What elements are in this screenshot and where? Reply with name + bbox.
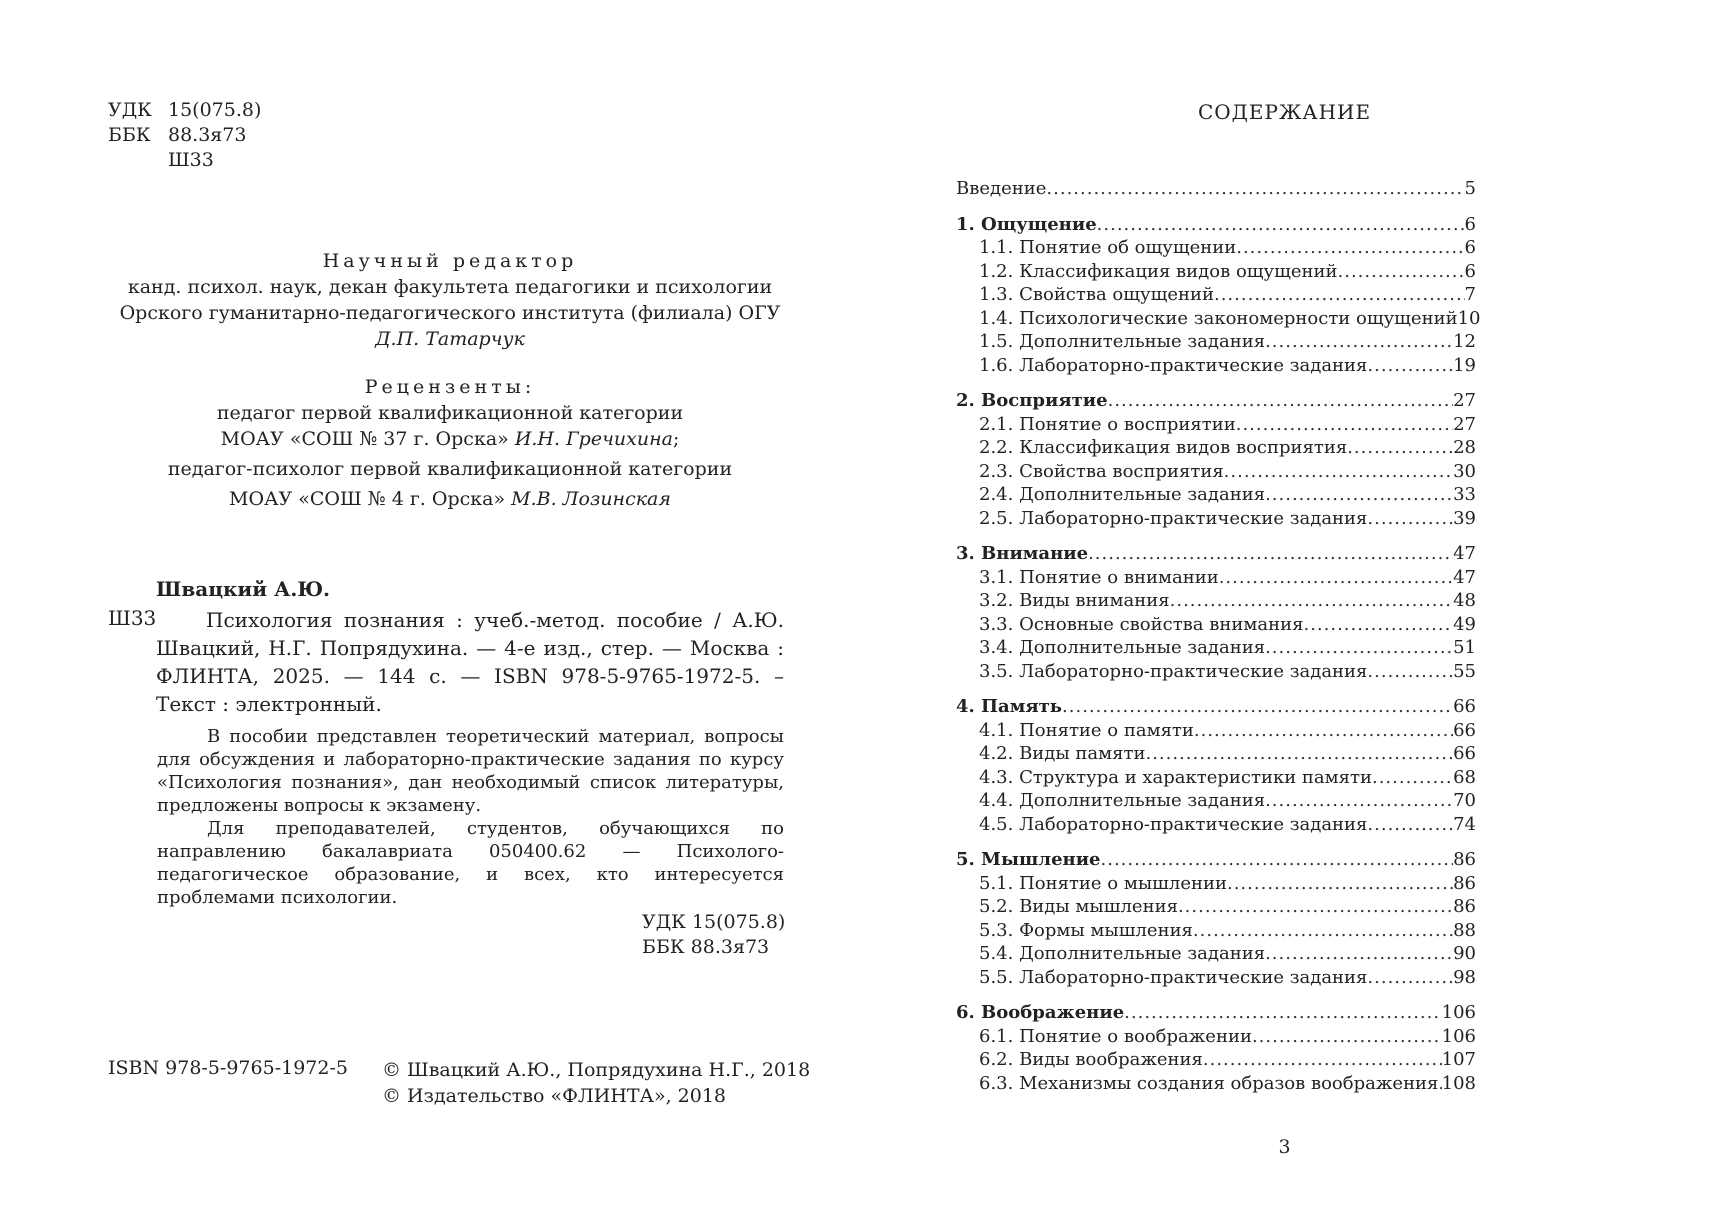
toc-section [956,766,1476,790]
toc-entry-title: 1.1. Понятие об ощущении [979,237,1237,258]
classification-block [108,98,261,173]
reviewers-heading: Рецензенты: [364,376,536,398]
toc-entry-page: 68 [1453,766,1476,788]
toc-leader [1046,177,1464,201]
table-of-contents [956,177,1481,1095]
toc-intro [956,177,1476,201]
page-number: 3 [1278,1136,1291,1158]
toc-entry-title: 5.1. Понятие о мышлении [979,872,1227,894]
toc-entry-page: 6 [1464,237,1476,258]
toc-entry-page: 39 [1453,507,1476,529]
toc-entry-title: 5.3. Формы мышления [979,919,1193,941]
toc-entry-page: 6 [1464,260,1476,282]
reviewer1-name: И.Н. Гречихина [514,428,673,450]
toc-entry-page: 86 [1453,849,1476,870]
author-mark-row [108,148,261,173]
toc-section [956,966,1476,990]
toc-section [956,354,1476,378]
toc-section [956,436,1476,460]
toc-leader [1367,813,1453,837]
toc-entry-page: 30 [1453,460,1476,482]
toc-entry-page: 66 [1453,743,1476,764]
toc-title: СОДЕРЖАНИЕ [1197,100,1372,124]
annotation [157,725,784,909]
toc-entry-page: 7 [1464,284,1476,305]
toc-entry-page: 90 [1453,943,1476,964]
toc-leader [1338,260,1465,284]
toc-section [956,1072,1476,1096]
toc-entry-title: 2.5. Лабораторно-практические задания [979,507,1368,529]
toc-entry-page: 106 [1441,1002,1476,1023]
toc-section [956,307,1481,331]
toc-entry-title: 4. Память [956,696,1063,717]
toc-entry-title: Введение [956,178,1047,199]
toc-entry-page: 70 [1453,790,1476,811]
toc-entry-page: 86 [1453,896,1476,917]
toc-section [956,589,1476,613]
toc-section [956,460,1476,484]
toc-leader [1265,789,1453,813]
toc-leader [1178,895,1453,919]
toc-chapter [956,213,1476,237]
toc-entry-page: 28 [1453,437,1476,458]
isbn: ISBN 978-5-9765-1972-5 [108,1057,348,1079]
toc-leader [1265,636,1453,660]
toc-section [956,742,1476,766]
toc-entry-page: 27 [1453,390,1476,411]
toc-entry-title: 1.3. Свойства ощущений [979,284,1214,305]
reviewer2-org: МОАУ «СОШ № 4 г. Орска» [229,488,506,510]
udk-value: 15(075.8) [168,99,262,121]
toc-entry-page: 49 [1453,613,1476,635]
toc-section [956,919,1476,943]
toc-leader [1265,330,1453,354]
toc-section [956,813,1476,837]
toc-entry-page: 106 [1441,1025,1476,1047]
toc-leader [1252,1025,1442,1049]
toc-entry-page: 55 [1453,660,1476,682]
toc-leader [1367,966,1453,990]
toc-entry-title: 2.1. Понятие о восприятии [979,413,1236,435]
toc-entry-title: 5.5. Лабораторно-практические задания [979,966,1368,988]
toc-section [956,260,1476,284]
toc-entry-title: 3.5. Лабораторно-практические задания [979,660,1368,682]
bbk-row [108,123,261,148]
bbk-bottom: ББК 88.3я73 [642,936,770,958]
toc-entry-page: 5 [1464,178,1476,199]
toc-entry-page: 19 [1453,354,1476,376]
reviewer1-position: педагог первой квалификационной категории [216,402,684,424]
toc-leader [1367,507,1453,531]
toc-section [956,613,1476,637]
toc-section [956,236,1476,260]
toc-entry-title: 5.4. Дополнительные задания [979,943,1266,964]
toc-section [956,789,1476,813]
author-mark-label [108,148,168,173]
toc-entry-title: 3.4. Дополнительные задания [979,637,1266,658]
toc-entry-title: 3.1. Понятие о внимании [979,566,1219,588]
toc-entry-title: 2. Восприятие [956,390,1108,411]
editor-block [100,248,800,512]
left-page [0,0,856,1211]
toc-entry-title: 3. Внимание [956,543,1089,564]
toc-entry-title: 6. Воображение [956,1002,1125,1023]
toc-entry-page: 6 [1464,213,1476,235]
toc-entry-page: 98 [1453,966,1476,988]
udk-label: УДК [108,99,152,121]
toc-entry-title: 2.3. Свойства восприятия [979,460,1224,482]
toc-section [956,566,1476,590]
toc-leader [1367,660,1453,684]
toc-entry-title: 2.2. Классификация видов восприятия [979,437,1348,458]
toc-leader [1194,719,1453,743]
toc-entry-title: 4.4. Дополнительные задания [979,790,1266,811]
toc-entry-page: 48 [1453,590,1476,611]
reviewer2-line [100,486,800,512]
toc-chapter [956,542,1476,566]
toc-chapter [956,1001,1476,1025]
toc-chapter [956,695,1476,719]
toc-entry-page: 88 [1453,919,1476,941]
toc-entry-title: 1.4. Психологические закономерности ощущений [979,307,1458,329]
toc-section [956,719,1476,743]
toc-leader [1145,742,1453,766]
author-mark-value: Ш33 [168,149,214,171]
toc-entry-title: 1.6. Лабораторно-практические задания [979,354,1368,376]
toc-section [956,1025,1476,1049]
toc-section [956,636,1476,660]
toc-entry-title: 1. Ощущение [956,213,1097,235]
toc-entry-title: 3.2. Виды внимания [979,590,1170,611]
toc-entry-page: 86 [1453,872,1476,894]
toc-section [956,872,1476,896]
bbk-value: 88.3я73 [168,124,247,146]
annotation-paragraph-1: В пособии представлен теоретический материал, вопросы для обсуждения и лабораторно-практические задания по курсу «Психология познания», дан необходимый список литературы, предложены вопросы к экзамену. [157,726,784,816]
editor-line2: Орского гуманитарно-педагогического института (филиала) ОГУ [119,302,781,324]
toc-entry-page: 66 [1453,696,1476,717]
toc-section [956,413,1476,437]
toc-entry-page: 66 [1453,719,1476,741]
toc-entry-title: 1.5. Дополнительные задания [979,331,1266,352]
biblio-entry: Психология познания : учеб.-метод. пособие / А.Ю. Швацкий, Н.Г. Попрядухина. — 4-е изд., стер. — Москва : ФЛИНТА, 2025. — 144 с. — ISBN 978-5-9765-1972-5. – Текст : электронный. [156,608,784,716]
reviewer2-position: педагог-психолог первой квалификационной категории [167,458,733,480]
toc-section [956,1048,1476,1072]
reviewer1-org: МОАУ «СОШ № 37 г. Орска» [220,428,509,450]
toc-entry-page: 12 [1453,331,1476,352]
toc-entry-title: 5.2. Виды мышления [979,896,1178,917]
toc-leader [1224,460,1453,484]
toc-leader [1219,566,1453,590]
toc-section [956,483,1476,507]
toc-entry-title: 2.4. Дополнительные задания [979,484,1266,505]
editor-heading: Научный редактор [322,250,578,272]
toc-section [956,942,1476,966]
toc-leader [1203,1048,1442,1072]
toc-section [956,283,1476,307]
toc-section [956,895,1476,919]
toc-entry-title: 5. Мышление [956,849,1101,870]
toc-section [956,330,1476,354]
toc-leader [1303,613,1453,637]
copyright-block [382,1057,810,1109]
toc-leader [1214,283,1465,307]
toc-entry-title: 6.3. Механизмы создания образов воображения [979,1072,1439,1094]
toc-leader [1236,236,1464,260]
toc-section [956,507,1476,531]
toc-entry-page: 107 [1441,1049,1476,1070]
toc-entry-title: 6.2. Виды воображения [979,1049,1203,1070]
udk-bottom: УДК 15(075.8) [642,911,786,933]
editor-line1: канд. психол. наук, декан факультета педагогики и психологии [127,276,773,298]
bibliographic-record [108,576,784,718]
toc-leader [1227,872,1453,896]
reviewer2-name: М.В. Лозинская [511,488,671,510]
toc-leader [1367,354,1453,378]
toc-leader [1372,766,1453,790]
editor-name: Д.П. Татарчук [375,328,525,350]
toc-entry-title: 4.2. Виды памяти [979,743,1146,764]
toc-leader [1101,848,1454,872]
toc-leader [1265,942,1453,966]
toc-entry-title: 4.3. Структура и характеристики памяти [979,766,1372,788]
toc-entry-page: 74 [1453,813,1476,835]
classification-bottom [642,910,785,960]
toc-leader [1170,589,1453,613]
toc-entry-page: 51 [1453,637,1476,658]
toc-leader [1236,413,1453,437]
biblio-author: Швацкий А.Ю. [156,577,331,601]
toc-entry-page: 10 [1457,307,1481,329]
toc-leader [1124,1001,1441,1025]
toc-leader [1265,483,1453,507]
toc-entry-page: 47 [1453,543,1476,564]
toc-entry-page: 33 [1453,484,1476,505]
annotation-paragraph-2: Для преподавателей, студентов, обучающихся по направлению бакалавриата 050400.62 — Психолого-педагогическое образование, и всех, кто интересуется проблемами психологии. [157,818,784,908]
toc-entry-title: 4.1. Понятие о памяти [979,719,1194,741]
toc-entry-title: 3.3. Основные свойства внимания [979,613,1304,635]
toc-entry-page: 47 [1453,566,1476,588]
toc-chapter [956,389,1476,413]
toc-entry-title: 1.2. Классификация видов ощущений [979,260,1338,282]
biblio-code: Ш33 [108,606,157,630]
right-page [856,0,1713,1211]
bbk-label: ББК [108,124,151,146]
toc-leader [1193,919,1453,943]
toc-leader [1062,695,1453,719]
reviewer1-end: ; [672,428,680,450]
toc-leader [1097,213,1465,237]
udk-row [108,98,261,123]
copyright-authors: © Швацкий А.Ю., Попрядухина Н.Г., 2018 [382,1059,811,1081]
toc-entry-title: 4.5. Лабораторно-практические задания [979,813,1368,835]
toc-section [956,660,1476,684]
toc-entry-page: 27 [1453,413,1476,435]
copyright-publisher: © Издательство «ФЛИНТА», 2018 [382,1085,727,1107]
toc-chapter [956,848,1476,872]
toc-leader [1347,436,1453,460]
toc-entry-title: 6.1. Понятие о воображении [979,1025,1252,1047]
reviewer1-line [100,426,800,452]
toc-entry-page: 108 [1441,1072,1476,1094]
toc-leader [1108,389,1453,413]
toc-leader [1088,542,1453,566]
